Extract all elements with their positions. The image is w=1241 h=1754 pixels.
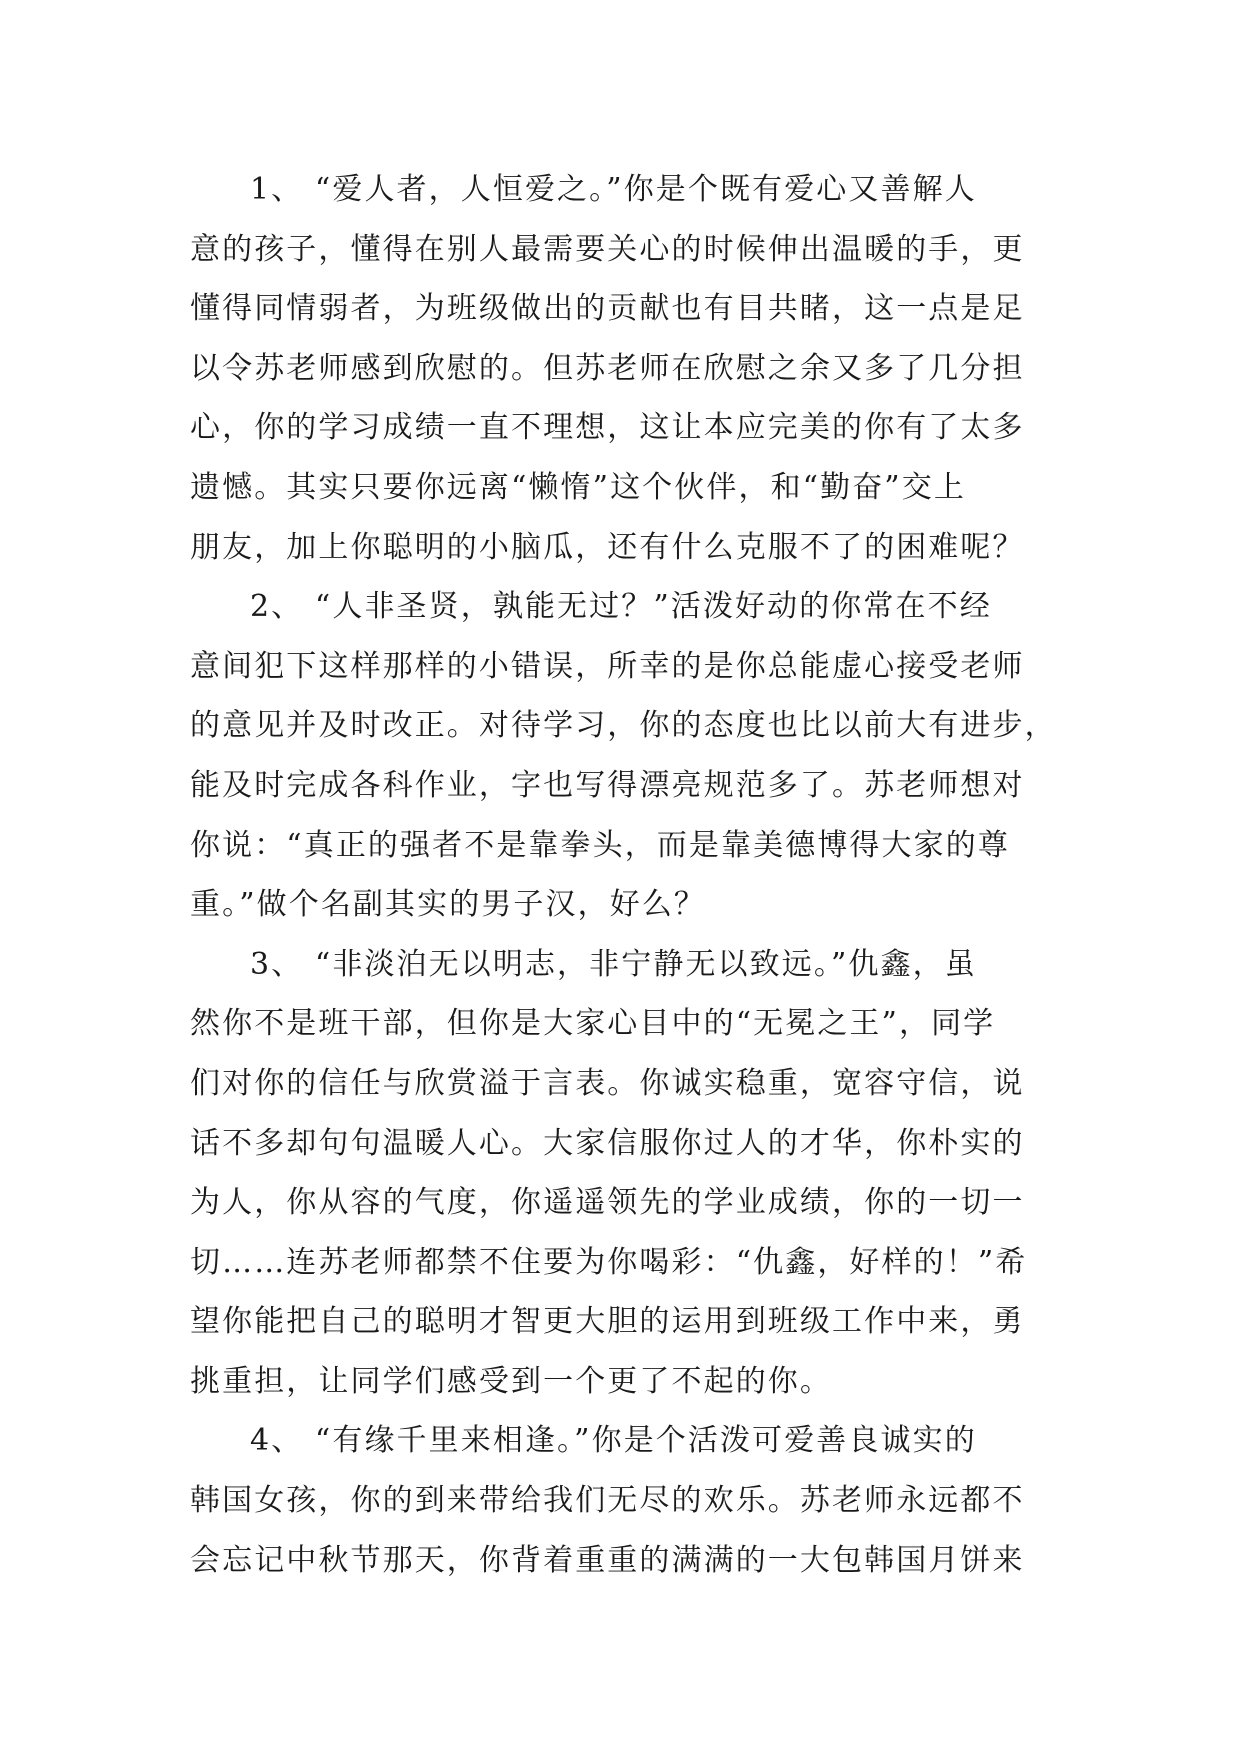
text-line: 重。”做个名副其实的男子汉，好么？: [190, 887, 707, 923]
text-line: 心，你的学习成绩一直不理想，这让本应完美的你有了太多: [190, 410, 1025, 446]
text-line: 4、 “有缘千里来相逢。”你是个活泼可爱善良诚实的: [250, 1423, 977, 1459]
text-line: 1、 “爱人者，人恒爱之。”你是个既有爱心又善解人: [250, 172, 977, 207]
text-line: 会忘记中秋节那天，你背着重重的满满的一大包韩国月饼来: [190, 1542, 1025, 1578]
text-line: 挑重担，让同学们感受到一个更了不起的你。: [190, 1363, 832, 1399]
text-line: 意的孩子，懂得在别人最需要关心的时候伸出温暖的手，更: [190, 231, 1025, 267]
text-line: 遗憾。其实只要你远离“懒惰”这个伙伴，和“勤奋”交上: [190, 469, 966, 505]
text-line: 话不多却句句温暖人心。大家信服你过人的才华，你朴实的: [190, 1125, 1025, 1161]
text-line: 韩国女孩，你的到来带给我们无尽的欢乐。苏老师永远都不: [190, 1483, 1025, 1519]
text-line: 意间犯下这样那样的小错误，所幸的是你总能虚心接受老师: [190, 648, 1025, 684]
text-line: 你说：“真正的强者不是靠拳头，而是靠美德博得大家的尊: [190, 827, 1010, 863]
text-line: 2、 “人非圣贤，孰能无过？”活泼好动的你常在不经: [250, 589, 992, 625]
text-line: 望你能把自己的聪明才智更大胆的运用到班级工作中来，勇: [190, 1304, 1025, 1340]
text-line: 然你不是班干部，但你是大家心目中的“无冕之王”，同学: [190, 1006, 996, 1042]
text-line: 切……连苏老师都禁不住要为你喝彩：“仇鑫，好样的！”希: [190, 1244, 1028, 1280]
text-line: 懂得同情弱者，为班级做出的贡献也有目共睹，这一点是足: [190, 291, 1025, 327]
text-line: 3、 “非淡泊无以明志，非宁静无以致远。”仇鑫，虽: [250, 946, 977, 982]
text-line: 们对你的信任与欣赏溢于言表。你诚实稳重，宽容守信，说: [190, 1065, 1025, 1101]
text-line: 的意见并及时改正。对待学习，你的态度也比以前大有进步，: [190, 708, 1057, 744]
text-line: 以令苏老师感到欣慰的。但苏老师在欣慰之余又多了几分担: [190, 350, 1025, 386]
text-line: 为人，你从容的气度，你遥遥领先的学业成绩，你的一切一: [190, 1185, 1025, 1221]
text-line: 朋友，加上你聪明的小脑瓜，还有什么克服不了的困难呢？: [190, 529, 1025, 565]
text-line: 能及时完成各科作业，字也写得漂亮规范多了。苏老师想对: [190, 767, 1025, 803]
document-body: [190, 160, 1057, 1590]
